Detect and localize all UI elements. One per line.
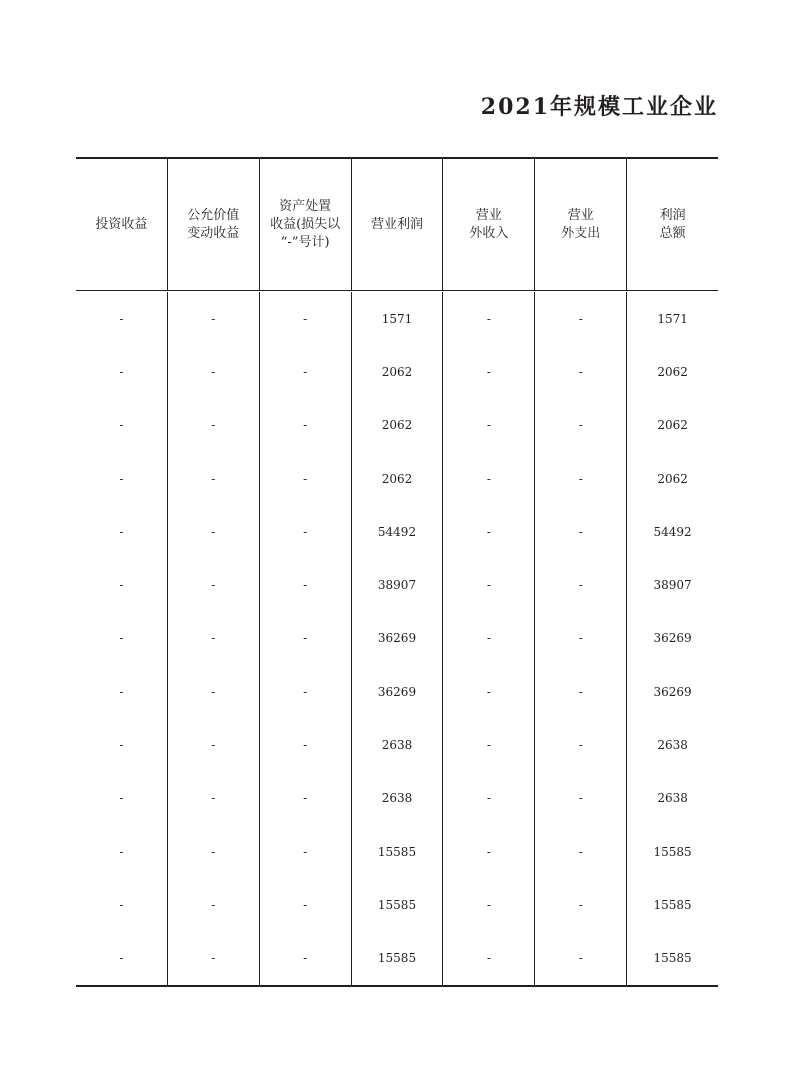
table-cell: - (443, 932, 535, 985)
table-cell: 2062 (352, 399, 444, 452)
column-header-line: 变动收益 (187, 225, 240, 241)
data-table (76, 157, 718, 987)
table-row (76, 399, 718, 452)
table-cell: - (443, 878, 535, 931)
table-cell: - (535, 878, 627, 931)
page-title: 2021年规模工业企业 (480, 94, 718, 120)
table-row (76, 825, 718, 878)
table-cell: - (535, 932, 627, 985)
column-header-line: “-”号计) (280, 234, 330, 250)
table-cell: - (260, 718, 352, 771)
table-cell: - (168, 612, 260, 665)
table-row (76, 612, 718, 665)
table-cell: - (260, 772, 352, 825)
table-cell: - (76, 452, 168, 505)
table-cell: - (260, 452, 352, 505)
table-cell: - (168, 825, 260, 878)
table-cell: - (168, 399, 260, 452)
table-row (76, 665, 718, 718)
table-cell: - (443, 399, 535, 452)
table-cell: - (535, 399, 627, 452)
table-cell: 2638 (352, 718, 444, 771)
table-cell: - (443, 665, 535, 718)
table-cell: - (260, 878, 352, 931)
table-row (76, 772, 718, 825)
table-row (76, 292, 718, 345)
table-cell: - (535, 825, 627, 878)
table-cell: - (76, 292, 168, 345)
table-cell: 2638 (657, 791, 688, 806)
column-header-line: 公允价值 (187, 207, 240, 223)
table-cell: 36269 (352, 612, 444, 665)
table-cell: - (535, 665, 627, 718)
table-cell: - (168, 452, 260, 505)
table-cell: - (535, 612, 627, 665)
table-cell: - (260, 292, 352, 345)
table-cell: 15585 (352, 878, 444, 931)
table-cell: - (168, 505, 260, 558)
table-row (76, 505, 718, 558)
table-cell: - (168, 772, 260, 825)
table-body (76, 291, 718, 985)
table-cell: - (535, 718, 627, 771)
table-cell: - (76, 612, 168, 665)
table-bottom-rule (76, 985, 718, 987)
table-cell: - (168, 665, 260, 718)
column-header (352, 159, 444, 290)
column-header-line: 外收入 (469, 225, 509, 241)
column-header-line: 收益(损失以 (270, 216, 341, 232)
table-cell: - (168, 345, 260, 398)
table-cell: 15585 (653, 844, 692, 859)
table-row (76, 345, 718, 398)
table-cell: 36269 (653, 684, 692, 699)
table-row (76, 452, 718, 505)
table-cell: - (76, 772, 168, 825)
table-cell: 2638 (352, 772, 444, 825)
table-cell: - (260, 932, 352, 985)
table-cell: - (260, 665, 352, 718)
table-cell: 2062 (657, 364, 688, 379)
table-header (76, 159, 718, 291)
table-cell: - (76, 505, 168, 558)
table-cell: - (443, 718, 535, 771)
table-cell: - (76, 932, 168, 985)
table-cell: - (76, 399, 168, 452)
column-header (443, 159, 535, 290)
column-header-line: 营业 (567, 207, 594, 223)
table-row (76, 932, 718, 985)
table-row (76, 878, 718, 931)
column-header-line: 资产处置 (279, 198, 332, 214)
table-cell: - (76, 825, 168, 878)
table-cell: 1571 (352, 292, 444, 345)
column-header (260, 159, 352, 290)
table-row (76, 718, 718, 771)
table-cell: 2062 (352, 345, 444, 398)
table-cell: 36269 (352, 665, 444, 718)
table-cell: - (443, 612, 535, 665)
column-header (76, 159, 168, 290)
table-cell: - (535, 345, 627, 398)
table-cell: 38907 (653, 578, 692, 593)
table-cell: - (76, 878, 168, 931)
table-cell: 15585 (653, 951, 692, 966)
column-header (535, 159, 627, 290)
table-cell: - (260, 399, 352, 452)
table-cell: - (168, 718, 260, 771)
table-cell: 36269 (653, 631, 692, 646)
table-cell: 2638 (657, 738, 688, 753)
table-cell: - (76, 345, 168, 398)
table-cell: - (260, 505, 352, 558)
table-cell: - (535, 558, 627, 611)
column-header-line: 投资收益 (95, 216, 148, 232)
table-cell: - (168, 878, 260, 931)
table-cell: - (443, 292, 535, 345)
table-cell: - (443, 772, 535, 825)
table-cell: 15585 (653, 897, 692, 912)
table-row (76, 558, 718, 611)
table-cell: 2062 (352, 452, 444, 505)
column-header (627, 159, 718, 290)
table-cell: - (443, 558, 535, 611)
table-cell: - (535, 772, 627, 825)
table-cell: 1571 (657, 311, 688, 326)
table-cell: - (168, 932, 260, 985)
table-cell: 2062 (657, 471, 688, 486)
table-cell: - (168, 558, 260, 611)
table-cell: - (443, 345, 535, 398)
table-cell: - (260, 825, 352, 878)
table-cell: 54492 (653, 524, 692, 539)
column-header-line: 总额 (659, 225, 686, 241)
table-cell: - (260, 558, 352, 611)
table-cell: - (76, 558, 168, 611)
table-cell: - (535, 292, 627, 345)
column-header-line: 利润 (659, 207, 686, 223)
table-cell: 15585 (352, 932, 444, 985)
table-cell: - (76, 718, 168, 771)
table-cell: - (168, 292, 260, 345)
table-cell: 54492 (352, 505, 444, 558)
table-cell: - (535, 505, 627, 558)
table-cell: 2062 (657, 418, 688, 433)
table-cell: - (535, 452, 627, 505)
table-cell: 15585 (352, 825, 444, 878)
table-cell: 38907 (352, 558, 444, 611)
table-cell: - (443, 825, 535, 878)
column-header (168, 159, 260, 290)
table-cell: - (76, 665, 168, 718)
column-header-line: 营业 (475, 207, 502, 223)
table-cell: - (443, 452, 535, 505)
table-cell: - (443, 505, 535, 558)
column-header-line: 外支出 (561, 225, 601, 241)
column-header-line: 营业利润 (371, 216, 424, 232)
table-cell: - (260, 612, 352, 665)
table-cell: - (260, 345, 352, 398)
